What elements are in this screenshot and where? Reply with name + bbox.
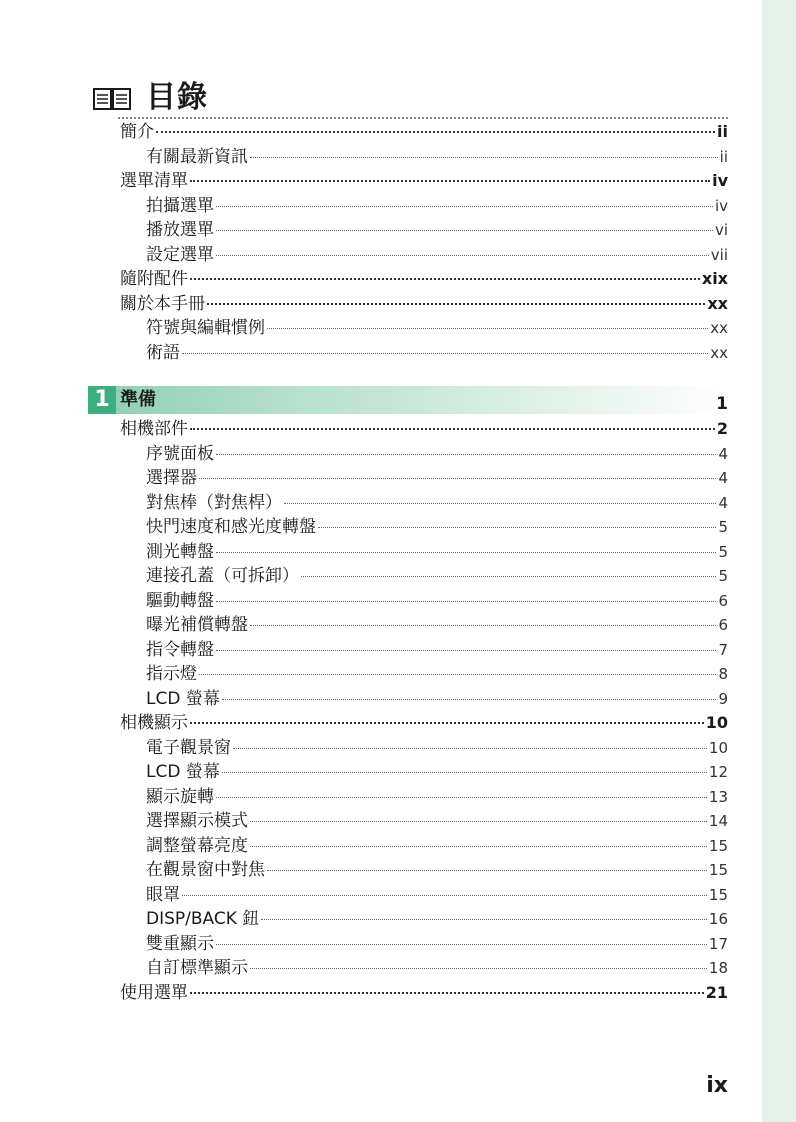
- toc-entry-label: 相機部件: [120, 419, 188, 439]
- toc-entry[interactable]: [146, 541, 728, 563]
- toc-entry-label: 指示燈: [146, 664, 197, 684]
- toc-entry[interactable]: [146, 933, 728, 955]
- toc-entry-page: 4: [718, 444, 728, 463]
- toc-entry[interactable]: [146, 342, 728, 364]
- toc-entry[interactable]: [146, 590, 728, 612]
- toc-entry-page: 16: [708, 910, 728, 928]
- toc-entry-page: 5: [718, 542, 728, 561]
- toc-entry-page: 18: [708, 959, 728, 977]
- toc-entry[interactable]: [146, 737, 728, 759]
- toc-entry-label: 簡介: [120, 122, 154, 142]
- toc-entry-page: 4: [718, 469, 728, 487]
- leader-dots: [199, 673, 716, 675]
- toc-entry-label: 序號面板: [146, 443, 214, 464]
- toc-entry[interactable]: [120, 170, 728, 192]
- toc-entry-label: 連接孔蓋（可拆卸）: [146, 566, 299, 586]
- leader-dots: [199, 477, 716, 479]
- toc-entry-label: 設定選單: [146, 244, 214, 265]
- leader-dots: [233, 747, 707, 749]
- side-color-strip: [762, 0, 796, 1122]
- toc-entry[interactable]: [146, 786, 728, 808]
- toc-entry-page: 2: [716, 419, 728, 438]
- toc-entry[interactable]: [146, 908, 728, 930]
- toc-entry-page: 10: [705, 713, 728, 732]
- toc-entry-label: 關於本手冊: [120, 293, 205, 314]
- chapter-title: 準備: [120, 389, 156, 410]
- toc-entry[interactable]: [146, 317, 728, 339]
- toc-entry-label: 拍攝選單: [146, 195, 214, 216]
- toc-entry[interactable]: [146, 146, 728, 168]
- toc-entry-label: 顯示旋轉: [146, 786, 214, 807]
- toc-entry-label: 隨附配件: [120, 269, 188, 289]
- toc-entry-label: LCD 螢幕: [146, 688, 220, 709]
- toc-entry[interactable]: [146, 835, 728, 857]
- toc-entry-page: xix: [701, 269, 728, 288]
- toc-entry-label: 電子觀景窗: [146, 737, 231, 758]
- leader-dots: [190, 277, 700, 280]
- toc-entry[interactable]: [146, 761, 728, 783]
- toc-entry[interactable]: [146, 492, 728, 514]
- toc-entry-label: 驅動轉盤: [146, 590, 214, 611]
- toc-entry-page: ii: [717, 122, 728, 141]
- toc-entry-label: 測光轉盤: [146, 541, 214, 562]
- toc-entry-page: vii: [710, 245, 728, 264]
- toc-header: [92, 78, 728, 118]
- toc-entry-label: 快門速度和感光度轉盤: [146, 517, 316, 537]
- toc-entry[interactable]: [146, 859, 728, 881]
- leader-dots: [222, 698, 717, 700]
- leader-dots: [267, 327, 708, 329]
- toc-entry[interactable]: [146, 957, 728, 979]
- toc-entry[interactable]: [120, 293, 728, 315]
- header-divider: [118, 117, 728, 119]
- toc-entry[interactable]: [146, 884, 728, 906]
- toc-entry-page: iv: [714, 196, 728, 215]
- toc-entry-page: 14: [708, 812, 728, 830]
- toc-entry[interactable]: [146, 663, 728, 685]
- toc-entry-page: 10: [708, 738, 728, 757]
- toc-entry-page: vi: [714, 221, 728, 239]
- toc-entry[interactable]: [120, 712, 728, 734]
- toc-entry[interactable]: [146, 565, 728, 587]
- leader-dots: [190, 991, 704, 994]
- toc-entry-label: 選單清單: [120, 171, 188, 191]
- leader-dots: [261, 918, 707, 920]
- toc-entry-label: 術語: [146, 342, 180, 363]
- leader-dots: [216, 796, 707, 798]
- toc-entry-label: 對焦棒（對焦桿）: [146, 492, 282, 513]
- toc-entry[interactable]: [120, 418, 728, 440]
- toc-entry-page: 9: [718, 689, 728, 708]
- leader-dots: [216, 649, 716, 651]
- toc-entry-page: xx: [710, 343, 728, 362]
- leader-dots: [284, 502, 716, 504]
- toc-entry-label: 播放選單: [146, 220, 214, 240]
- page-title: 目錄: [146, 80, 208, 115]
- toc-entry-page: 12: [708, 763, 728, 781]
- leader-dots: [156, 130, 715, 133]
- leader-dots: [250, 845, 707, 847]
- leader-dots: [216, 453, 716, 455]
- toc-entry-page: 6: [718, 616, 728, 634]
- toc-entry-label: 在觀景窗中對焦: [146, 860, 265, 880]
- toc-entry-label: 雙重顯示: [146, 933, 214, 954]
- toc-entry[interactable]: [146, 688, 728, 710]
- toc-entry-label: 選擇器: [146, 468, 197, 488]
- toc-entry[interactable]: [146, 516, 728, 538]
- open-book-icon: [92, 86, 132, 112]
- toc-entry[interactable]: [146, 614, 728, 636]
- toc-entry-label: LCD 螢幕: [146, 762, 220, 782]
- toc-entry-page: 5: [718, 567, 728, 585]
- leader-dots: [190, 427, 715, 430]
- toc-entry[interactable]: [146, 467, 728, 489]
- chapter-heading: [88, 386, 728, 414]
- toc-entry-page: 4: [718, 493, 728, 512]
- toc-entry-page: 7: [718, 640, 728, 659]
- toc-entry-page: iv: [712, 171, 728, 190]
- toc-entry[interactable]: [146, 195, 728, 217]
- toc-entry-label: 相機顯示: [120, 713, 188, 733]
- toc-entry-label: 符號與編輯慣例: [146, 318, 265, 338]
- leader-dots: [222, 771, 707, 773]
- leader-dots: [182, 352, 708, 354]
- chapter-page-number: 1: [716, 394, 728, 414]
- leader-dots: [207, 302, 705, 305]
- toc-entry-page: 15: [708, 885, 728, 904]
- leader-dots: [250, 624, 716, 626]
- leader-dots: [250, 820, 707, 822]
- toc-entry-label: DISP/BACK 鈕: [146, 909, 260, 929]
- toc-entry-label: 眼罩: [146, 884, 180, 905]
- toc-entry[interactable]: [120, 121, 728, 143]
- toc-entry-label: 使用選單: [120, 982, 188, 1003]
- leader-dots: [216, 229, 713, 231]
- leader-dots: [250, 967, 707, 969]
- toc-entry-page: 5: [718, 518, 728, 536]
- toc-entry[interactable]: [146, 810, 728, 832]
- toc-entry[interactable]: [120, 982, 728, 1004]
- toc-entry-label: 調整螢幕亮度: [146, 835, 248, 856]
- toc-entry-label: 指令轉盤: [146, 639, 214, 660]
- toc-entry-page: 17: [708, 934, 728, 953]
- leader-dots: [267, 869, 707, 871]
- toc-entry-page: 13: [708, 787, 728, 806]
- leader-dots: [301, 575, 716, 577]
- toc-entry-page: 15: [708, 836, 728, 855]
- toc-entry-page: 6: [718, 591, 728, 610]
- toc-entry-page: 8: [718, 665, 728, 683]
- leader-dots: [216, 943, 707, 945]
- toc-entry[interactable]: [120, 268, 728, 290]
- toc-entry-label: 有關最新資訊: [146, 146, 248, 167]
- toc-entry-page: xx: [710, 319, 728, 337]
- leader-dots: [190, 721, 704, 724]
- leader-dots: [250, 156, 718, 158]
- toc-entry-page: 21: [705, 982, 728, 1002]
- toc-entry-label: 選擇顯示模式: [146, 811, 248, 831]
- toc-entry[interactable]: [146, 639, 728, 661]
- leader-dots: [182, 894, 707, 896]
- toc-entry[interactable]: [146, 219, 728, 241]
- toc-entry[interactable]: [146, 443, 728, 465]
- page-number: ix: [706, 1073, 728, 1098]
- toc-entry[interactable]: [146, 244, 728, 266]
- leader-dots: [216, 551, 716, 553]
- chapter-number: 1: [88, 386, 116, 414]
- toc-entry-page: ii: [719, 147, 728, 166]
- toc-entry-label: 自訂標準顯示: [146, 958, 248, 978]
- toc-entry-page: 15: [708, 861, 728, 879]
- leader-dots: [216, 600, 716, 602]
- leader-dots: [318, 526, 716, 528]
- toc-entry-page: xx: [707, 293, 728, 313]
- leader-dots: [216, 205, 713, 207]
- leader-dots: [216, 254, 709, 256]
- toc-entry-label: 曝光補償轉盤: [146, 615, 248, 635]
- leader-dots: [190, 179, 710, 182]
